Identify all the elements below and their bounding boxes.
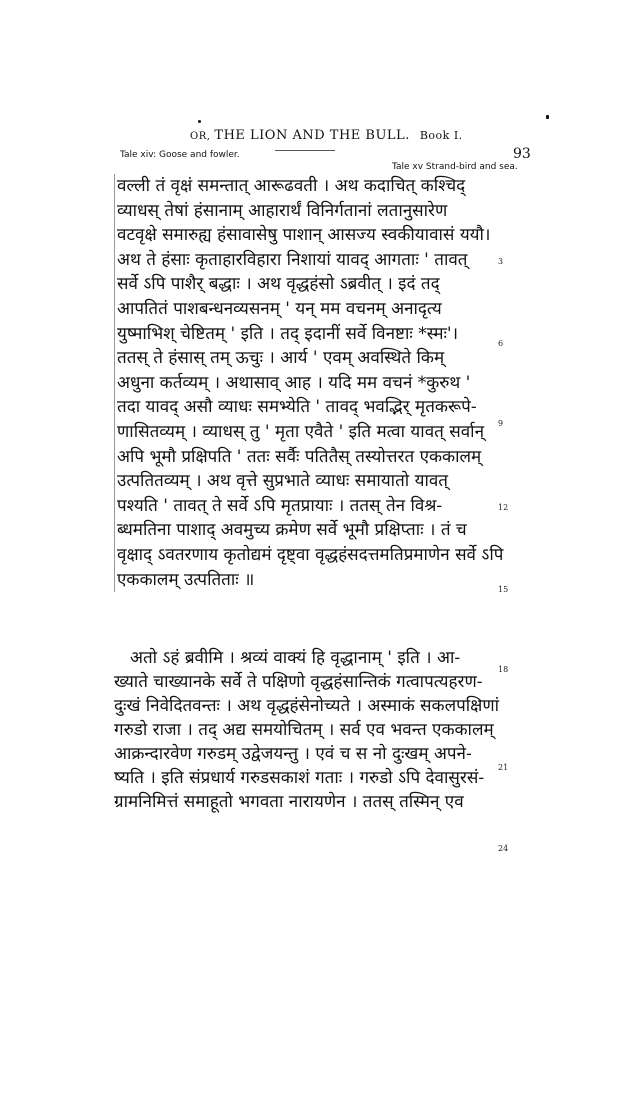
text-line: वटवृक्षे समारुह्य हंसावासेषु पाशान् आसज्य स्वकीयावासं ययौ। [117, 225, 491, 246]
text-line: आक्रन्दारवेण गरुडम् उद्वेजयन्तु । एवं च स नो दुःखम् अपने- [114, 744, 472, 764]
text-line: अधुना कर्तव्यम् । अथासाव् आह । यदि मम वचनं *कुरुथ ' [117, 372, 471, 393]
text-line: व्याधस् तेषां हंसानाम् आहारार्थं विनिर्गतानां लतानुसारेण [117, 200, 448, 221]
line-number: 18 [498, 665, 509, 674]
tale-label-right: Tale xv Strand-bird and sea. [392, 162, 518, 172]
text-line: वल्ली तं वृक्षं समन्तात् आरूढवती । अथ कदाचित् कश्चिद् [117, 176, 466, 196]
text-line: दुःखं निवेदितवन्तः । अथ वृद्धहंसेनोच्यते । अस्माकं सकलपक्षिणां [114, 696, 500, 716]
text-line: अथ ते हंसाः कृताहारविहारा निशायां यावद् आगताः ' तावत् [117, 249, 468, 270]
text-line: एककालम् उत्पतिताः ॥ [117, 569, 255, 590]
print-speck [546, 115, 549, 119]
text-line: ततस् ते हंसास् तम् ऊचुः । आर्य ' एवम् अवस्थिते किम् [117, 348, 445, 369]
line-number: 15 [498, 585, 509, 594]
text-line: सर्वे ऽपि पाशैर् बद्धाः । अथ वृद्धहंसो ऽब्रवीत् । इदं तद् [117, 274, 440, 295]
print-speck [198, 120, 201, 123]
text-line: णासितव्यम् । व्याधस् तु ' मृता एवैते ' इति मत्वा यावत् सर्वान् [117, 421, 485, 442]
book-label: Book I. [419, 129, 463, 142]
text-line: अतो ऽहं ब्रवीमि । श्रव्यं वाक्यं हि वृद्धानाम् ' इति । आ- [130, 648, 461, 668]
tale-label-left: Tale xiv: Goose and fowler. [120, 150, 240, 160]
paragraph-2 [114, 646, 504, 814]
line-number: 6 [498, 339, 504, 348]
line-number: 12 [498, 503, 509, 512]
text-line: युष्माभिश् चेष्टितम् ' इति । तद् इदानीं सर्वे विनष्टाः *स्मः'। [117, 323, 459, 344]
line-number: 24 [498, 844, 509, 853]
line-number: 21 [498, 763, 509, 772]
line-number: 3 [498, 257, 504, 266]
text-line: वृक्षाद् ऽवतरणाय कृतोद्यमं दृष्ट्वा वृद्धहंसदत्तमतिप्रमाणेन सर्वे ऽपि [117, 544, 504, 565]
text-line: उत्पतितव्यम् । अथ वृत्ते सुप्रभाते व्याधः समायातो यावत् [117, 471, 448, 492]
text-line: आपतितं पाशबन्धनव्यसनम् ' यन् मम वचनम् अनादृत्य [117, 298, 442, 319]
text-line: ग्रामनिमित्तं समाहूतो भगवता नारायणेन । ततस् तस्मिन् एव [114, 792, 464, 812]
text-line: अपि भूमौ प्रक्षिपति ' ततः सर्वैः पतितैस् तस्योत्तरत एककालम् [117, 446, 482, 467]
text-line: तदा यावद् असौ व्याधः समभ्येति ' तावद् भवद्भिर् मृतकरूपे- [117, 397, 477, 418]
running-head-prefix: OR, [190, 131, 211, 142]
text-line: ख्याते चाख्यानके सर्वे ते पक्षिणो वृद्धहंसान्तिकं गत्वापत्यहरण- [114, 672, 483, 692]
running-head [190, 128, 530, 143]
line-number: 9 [498, 419, 504, 428]
text-line: ष्यति । इति संप्रधार्य गरुडसकाशं गताः । गरुडो ऽपि देवासुरसं- [114, 768, 485, 788]
text-line: गरुडो राजा । तद् अद्य समयोचितम् । सर्व एव भवन्त एककालम् [114, 720, 494, 740]
paragraph-1 [114, 174, 507, 592]
running-title: THE LION AND THE BULL. [214, 128, 410, 143]
header-rule [275, 150, 335, 151]
text-line: पश्यति ' तावत् ते सर्वे ऽपि मृतप्रायाः । ततस् तेन विश्र- [117, 495, 443, 516]
page-number: 93 [513, 146, 531, 162]
text-line: ब्धमतिना पाशाद् अवमुच्य क्रमेण सर्वे भूमौ प्रक्षिप्ताः । तं च [117, 520, 467, 541]
